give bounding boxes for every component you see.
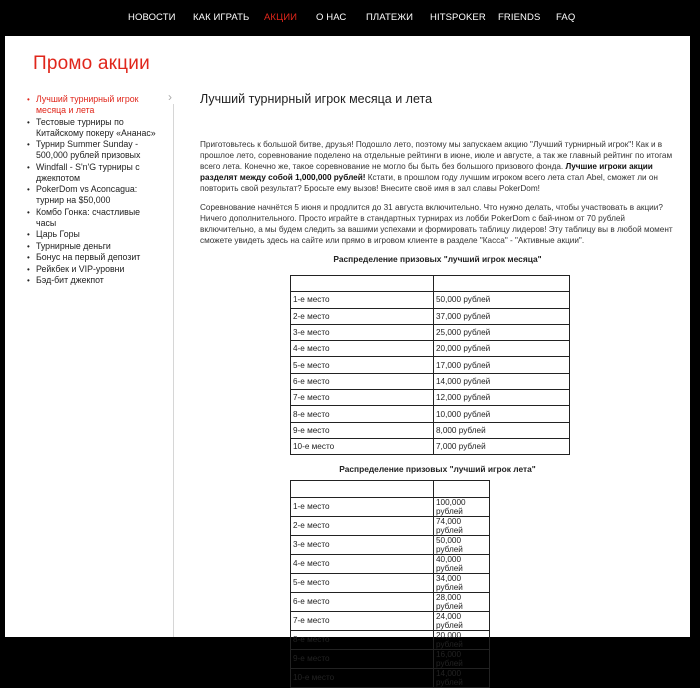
nav-item-8[interactable]: FAQ: [556, 12, 576, 23]
table-cell: [291, 276, 434, 292]
table-row: [291, 668, 490, 687]
place-cell: 1-е место: [291, 292, 434, 308]
article: [200, 92, 675, 688]
chevron-right-icon: ›: [168, 90, 172, 104]
place-cell: 7-е место: [291, 611, 434, 630]
place-cell: 2-е место: [291, 516, 434, 535]
prize-cell: 10,000 рублей: [434, 406, 570, 422]
place-cell: 7-е место: [291, 390, 434, 406]
prize-cell: 40,000 рублей: [434, 554, 490, 573]
article-paragraph-2: Соревнование начнётся 5 июня и продлится до 31 августа включительно. Что нужно делать, чтобы участвовать в акции? Ничего дополнительного. Просто играйте в стандартных турнирах из лобби PokerDom с бай-ином от 70 рублей включительно, а мы будем следить за вашими успехами и формировать таблицу лидеров! Эту таблицу вы в любой момент сможете увидеть здесь на сайте или прямо в игровом клиенте в разделе "Касса" - "Активные акции".: [200, 203, 673, 245]
place-cell: 5-е место: [291, 573, 434, 592]
table-row: [291, 535, 490, 554]
prize-cell: 50,000 рублей: [434, 535, 490, 554]
prize-cell: 74,000 рублей: [434, 516, 490, 535]
place-cell: 4-е место: [291, 341, 434, 357]
sidebar-item-3[interactable]: • Турнир Summer Sunday - 500,000 рублей призовых: [27, 139, 162, 161]
place-cell: 6-е место: [291, 592, 434, 611]
prize-cell: 7,000 рублей: [434, 438, 570, 454]
sidebar: [27, 94, 162, 287]
summer-table-title: Распределение призовых "лучший игрок лета": [339, 464, 536, 475]
place-cell: 8-е место: [291, 630, 434, 649]
table-row: [291, 357, 570, 373]
top-navigation: [0, 0, 700, 36]
nav-list: [0, 0, 700, 36]
nav-item-4[interactable]: О НАС: [316, 12, 347, 23]
article-paragraph-1-text-b: Кстати, в прошлом году лучшим игроком всего лета стал Abel, сможет ли он повторить свой результат? Бросьте ему вызов! Внесите своё имя в зал славы PokerDom!: [200, 173, 658, 193]
table-row: [291, 341, 570, 357]
table-row: [291, 630, 490, 649]
sidebar-item-7[interactable]: • Царь Горы: [27, 229, 162, 240]
nav-item-1[interactable]: НОВОСТИ: [128, 12, 176, 23]
table-row: [291, 516, 490, 535]
table-spacer-row: [291, 481, 490, 497]
sidebar-item-4[interactable]: • Windfall - S'n'G турниры с джекпотом: [27, 162, 162, 184]
month-table-title: Распределение призовых "лучший игрок месяца": [333, 254, 542, 264]
nav-item-5[interactable]: ПЛАТЕЖИ: [366, 12, 414, 23]
summer-prize-table: [290, 480, 490, 687]
table-spacer-row: [291, 276, 570, 292]
prize-cell: 24,000 рублей: [434, 611, 490, 630]
nav-item-6[interactable]: HITSPOKER: [430, 12, 486, 23]
sidebar-item-8[interactable]: • Турнирные деньги: [27, 241, 162, 252]
table-row: [291, 497, 490, 516]
prize-cell: 20,000 рублей: [434, 630, 490, 649]
place-cell: 9-е место: [291, 649, 434, 668]
table-row: [291, 554, 490, 573]
place-cell: 4-е место: [291, 554, 434, 573]
table-row: [291, 611, 490, 630]
table-row: [291, 292, 570, 308]
table-row: [291, 649, 490, 668]
nav-item-2[interactable]: КАК ИГРАТЬ: [193, 12, 250, 23]
table-row: [291, 373, 570, 389]
prize-cell: 14,000 рублей: [434, 668, 490, 687]
sidebar-list: [27, 94, 162, 286]
article-title: Лучший турнирный игрок месяца и лета: [200, 92, 433, 106]
sidebar-item-11[interactable]: • Бэд-бит джекпот: [27, 275, 162, 286]
table-cell: [434, 481, 490, 497]
month-prize-table: [290, 275, 570, 455]
nav-item-7[interactable]: FRIENDS: [498, 12, 541, 23]
place-cell: 5-е место: [291, 357, 434, 373]
table-row: [291, 573, 490, 592]
page-panel: [5, 36, 690, 687]
table-row: [291, 390, 570, 406]
article-paragraph-1-text-a: Приготовьтесь к большой битве, друзья! Подошло лето, поэтому мы запускаем акцию "Лучший турнирный игрок"! Как и в прошлое лето, соревнование поделено на отдельные рейтинги в июне, июле и августе, а так же главный рейтинг по итогам всего лета. Конечно же, такое соревнование не могло бы быть без большого призового фонда.: [200, 140, 673, 171]
column-divider: [173, 104, 174, 637]
sidebar-item-9[interactable]: • Бонус на первый депозит: [27, 252, 162, 263]
sidebar-item-1[interactable]: • Лучший турнирный игрок месяца и лета: [27, 94, 162, 116]
prize-cell: 34,000 рублей: [434, 573, 490, 592]
prize-cell: 37,000 рублей: [434, 308, 570, 324]
place-cell: 6-е место: [291, 373, 434, 389]
place-cell: 10-е место: [291, 668, 434, 687]
prize-cell: 100,000 рублей: [434, 497, 490, 516]
place-cell: 3-е место: [291, 535, 434, 554]
place-cell: 1-е место: [291, 497, 434, 516]
table-row: [291, 308, 570, 324]
place-cell: 2-е место: [291, 308, 434, 324]
prize-cell: 16,000 рублей: [434, 649, 490, 668]
table-row: [291, 324, 570, 340]
sidebar-item-6[interactable]: • Комбо Гонка: счастливые часы: [27, 207, 162, 229]
prize-cell: 12,000 рублей: [434, 390, 570, 406]
prize-cell: 8,000 рублей: [434, 422, 570, 438]
prize-cell: 14,000 рублей: [434, 373, 570, 389]
article-paragraph-1-bold: Лучшие игроки акции разделят между собой 1,000,000 рублей!: [200, 162, 653, 182]
table-row: [291, 592, 490, 611]
sidebar-item-2[interactable]: • Тестовые турниры по Китайскому покеру «Ананас»: [27, 117, 162, 139]
sidebar-item-10[interactable]: • Рейкбек и VIP-уровни: [27, 264, 162, 275]
table-cell: [291, 481, 434, 497]
table-row: [291, 438, 570, 454]
table-row: [291, 422, 570, 438]
place-cell: 10-е место: [291, 438, 434, 454]
place-cell: 8-е место: [291, 406, 434, 422]
prize-cell: 20,000 рублей: [434, 341, 570, 357]
prize-cell: 25,000 рублей: [434, 324, 570, 340]
prize-cell: 50,000 рублей: [434, 292, 570, 308]
place-cell: 3-е место: [291, 324, 434, 340]
prize-cell: 17,000 рублей: [434, 357, 570, 373]
nav-item-3[interactable]: АКЦИИ: [264, 12, 298, 23]
sidebar-item-5[interactable]: • PokerDom vs Aconcagua: турнир на $50,000: [27, 184, 162, 206]
prize-cell: 28,000 рублей: [434, 592, 490, 611]
place-cell: 9-е место: [291, 422, 434, 438]
table-row: [291, 406, 570, 422]
promo-title: Промо акции: [33, 53, 150, 74]
table-cell: [434, 276, 570, 292]
article-paragraph-1: [200, 139, 675, 194]
